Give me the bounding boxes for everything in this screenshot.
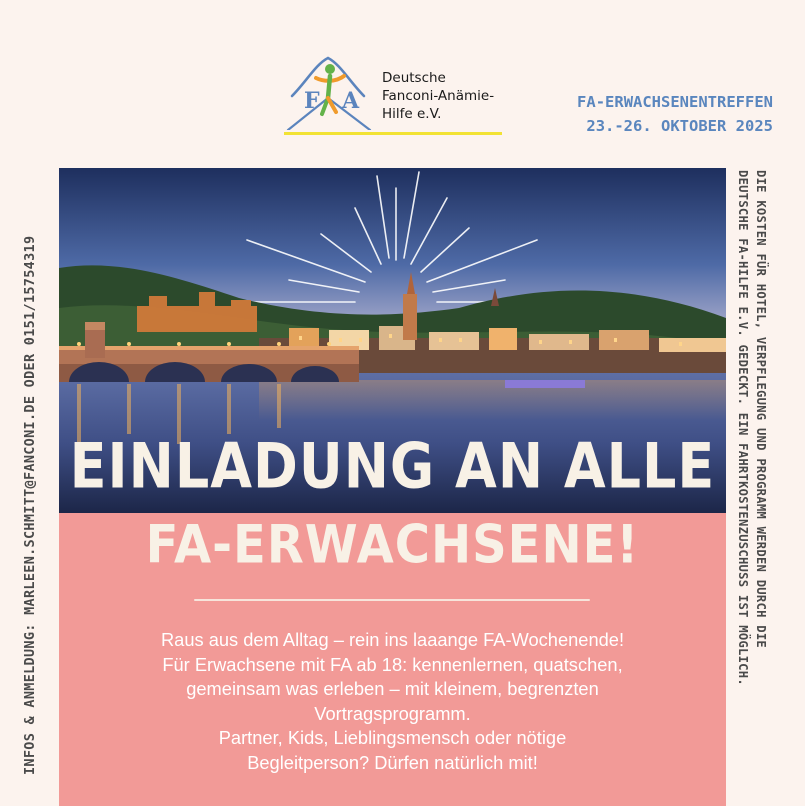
event-title: FA-ERWACHSENENTREFFEN: [577, 93, 773, 111]
fa-logo-icon: [286, 52, 372, 130]
headline-line-2: FA-ERWACHSENE!: [145, 514, 640, 576]
panel-divider: [194, 599, 590, 601]
logo-letter-f: F: [304, 88, 320, 114]
event-dates: 23.-26. OKTOBER 2025: [586, 117, 773, 135]
org-name: Deutsche Fanconi-Anämie- Hilfe e.V.: [382, 70, 495, 122]
headline-line-1: EINLADUNG AN ALLE: [69, 430, 716, 503]
event-header: [577, 90, 773, 138]
body-line: Begleitperson? Dürfen natürlich mit!: [247, 751, 538, 773]
cost-info: [734, 170, 770, 686]
logo-underline: [284, 132, 502, 135]
cost-info-line-2: DEUTSCHE FA-HILFE E.V. GEDECKT. EIN FAHRTKOSTENZUSCHUSS IST MÖGLICH.: [736, 170, 750, 686]
contact-info: INFOS & ANMELDUNG: MARLEEN.SCHMITT@FANCONI.DE ODER 0151/15754319: [22, 235, 38, 775]
cost-info-line-1: DIE KOSTEN FÜR HOTEL, VERPFLEGUNG UND PROGRAMM WERDEN DURCH DIE: [754, 170, 768, 649]
body-line: gemeinsam was erleben – mit kleinem, begrenzten: [186, 678, 599, 699]
body-line: Partner, Kids, Lieblingsmensch oder nötige: [218, 727, 567, 748]
body-line: Vortragsprogramm.: [314, 702, 471, 724]
invitation-text: [72, 628, 713, 775]
organization-logo: [282, 52, 504, 138]
body-line: Raus aus dem Alltag – rein ins laaange FA-Wochenende!: [160, 629, 625, 650]
body-line: Für Erwachsene mit FA ab 18: kennenlernen, quatschen,: [162, 653, 623, 675]
logo-letter-a: A: [342, 88, 360, 114]
